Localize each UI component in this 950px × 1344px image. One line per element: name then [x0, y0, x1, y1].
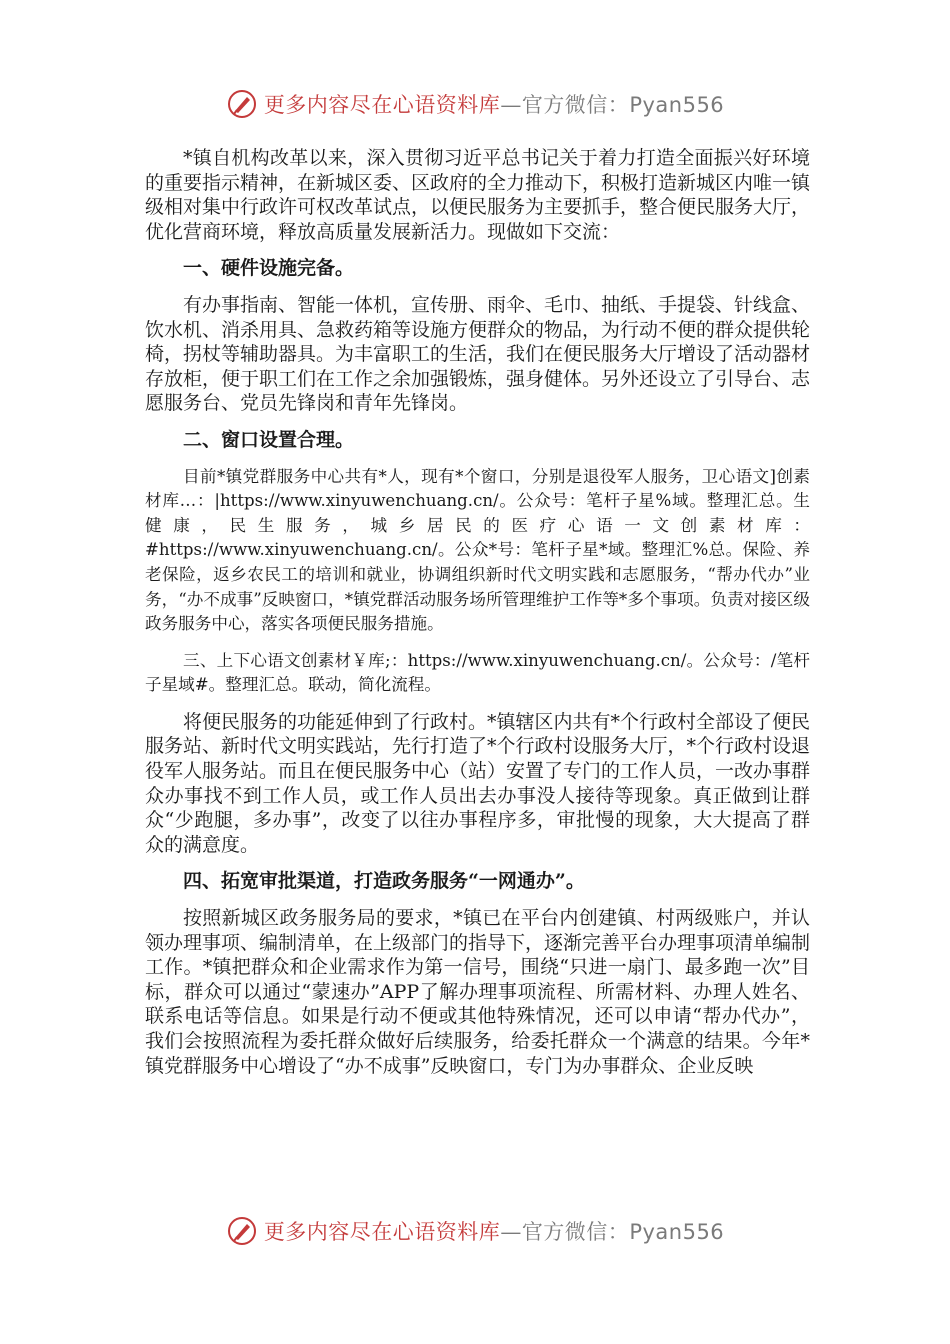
- section-heading-3: 三、上下心语文创素材￥库;：https://www.xinyuwenchuang.cn/。公众号：/笔杆子星域#。整理汇总。联动，简化流程。: [145, 650, 810, 695]
- intro-paragraph: *镇自机构改革以来，深入贯彻习近平总书记关于着力打造全面振兴好环境的重要指示精神，在新城区委、区政府的全力推动下，积极打造新城区内唯一镇级相对集中行政许可权改革试点，以便民服务为主要抓手，整合便民服务大厅，优化营商环境，释放高质量发展新活力。现做如下交流：: [145, 147, 811, 243]
- section-paragraph-3: 将便民服务的功能延伸到了行政村。*镇辖区内共有*个行政村全部设了便民服务站、新时代文明实践站，先行打造了*个行政村设服务大厅，*个行政村设退役军人服务站。而且在便民服务中心（站）安置了专门的工作人员，一改办事群众办事找不到工作人员，或工作人员出去办事没人接待等现象。真正做到让群众“少跑腿，多办事”，改变了以往办事程序多，审批慢的现象，大大提高了群众的满意度。: [145, 710, 811, 856]
- pen-seal-logo-icon: [226, 1215, 258, 1247]
- banner-text: 更多内容尽在心语资料库—官方微信：Pyan556: [263, 1220, 725, 1244]
- banner-text: 更多内容尽在心语资料库—官方微信：Pyan556: [263, 93, 725, 117]
- section-heading-2: 二、窗口设置合理。: [183, 428, 355, 451]
- section-paragraph-2: 目前*镇党群服务中心共有*人，现有*个窗口，分别是退役军人服务，卫心语文]创素材库…：|https://www.xinyuwenchuang.cn/。公众号：笔杆子星%域。整理汇总。生健康，民生服务，城乡居民的医疗心语一文创素材库：#https://www.xinyuwenchuang.cn/。公众*号：笔杆子星*域。整理汇%总。保险、养老保险，返乡农民工的培训和就业，协调组织新时代文明实践和志愿服务，“帮办代办”业务，“办不成事”反映窗口，*镇党群活动服务场所管理维护工作等*多个事项。负责对接区级政务服务中心，落实各项便民服务措施。: [145, 466, 810, 634]
- header-banner: [0, 84, 950, 124]
- footer-banner: [0, 1211, 950, 1251]
- section-heading-4: 四、拓宽审批渠道，打造政务服务“一网通办”。: [183, 870, 585, 893]
- section-paragraph-1: 有办事指南、智能一体机，宣传册、雨伞、毛巾、抽纸、手提袋、针线盒、饮水机、消杀用具、急救药箱等设施方便群众的物品，为行动不便的群众提供轮椅，拐杖等辅助器具。为丰富职工的生活，我们在便民服务大厅增设了活动器材存放柜，便于职工们在工作之余加强锻炼，强身健体。另外还设立了引导台、志愿服务台、党员先锋岗和青年先锋岗。: [145, 293, 811, 415]
- section-paragraph-4: 按照新城区政务服务局的要求，*镇已在平台内创建镇、村两级账户，并认领办理事项、编制清单，在上级部门的指导下，逐渐完善平台办理事项清单编制工作。*镇把群众和企业需求作为第一信号，围绕“只进一扇门、最多跑一次”目标，群众可以通过“蒙速办”APP了解办理事项流程、所需材料、办理人姓名、联系电话等信息。如果是行动不便或其他特殊情况，还可以申请“帮办代办”，我们会按照流程为委托群众做好后续服务，给委托群众一个满意的结果。今年*镇党群服务中心增设了“办不成事”反映窗口，专门为办事群众、企业反映: [145, 907, 811, 1077]
- section-heading-1: 一、硬件设施完备。: [183, 257, 355, 280]
- pen-seal-logo-icon: [226, 88, 258, 120]
- document-body: [145, 146, 810, 1078]
